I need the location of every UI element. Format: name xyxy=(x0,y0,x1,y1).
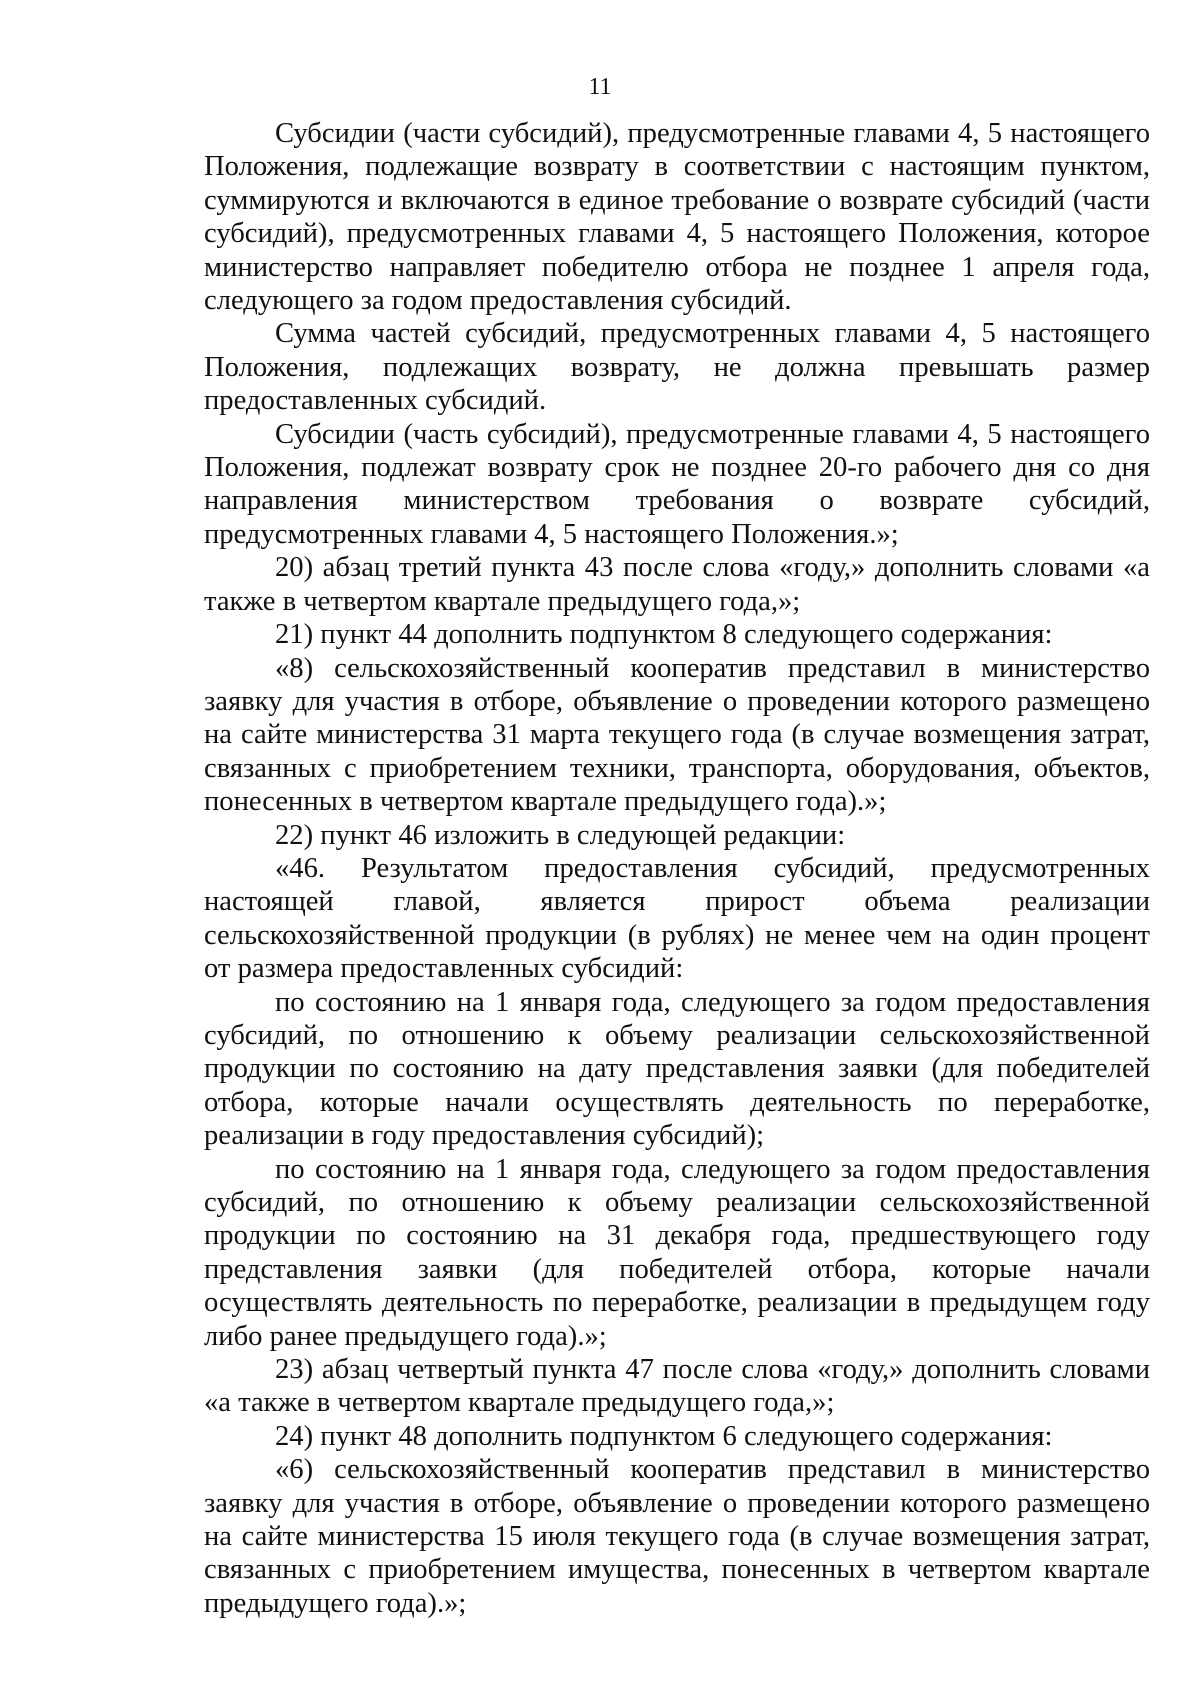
paragraph-item-24: 24) пункт 48 дополнить подпунктом 6 следующего содержания: xyxy=(275,1420,1053,1452)
paragraph-item-21: 21) пункт 44 дополнить подпунктом 8 следующего содержания: xyxy=(275,619,1053,651)
paragraph-item-20: 20) абзац третий пункта 43 после слова «году,» дополнить словами «а также в четвертом квартале предыдущего года,»; xyxy=(204,552,1150,617)
paragraph-status-previous-year: по состоянию на 1 января года, следующего за годом предоставления субсидий, по отношению к объему реализации сельскохозяйственной продукции по состоянию на 31 декабря года, предшествующего году представления заявки (для победителей отбора, которые начали осуществлять деятельность по переработке, реализации в предыдущем году либо ранее предыдущего года).»; xyxy=(204,1153,1150,1352)
paragraph-sum-of-subsidy-parts: Сумма частей субсидий, предусмотренных главами 4, 5 настоящего Положения, подлежащих возврату, не должна превышать размер предоставленных субсидий. xyxy=(204,318,1150,417)
paragraph-point-46: «46. Результатом предоставления субсидий, предусмотренных настоящей главой, является прирост объема реализации сельскохозяйственной продукции (в рублях) не менее чем на один процент от размера предоставленных субсидий: xyxy=(204,852,1150,985)
paragraph-subitem-6: «6) сельскохозяйственный кооператив представил в министерство заявку для участия в отборе, объявление о проведении которого размещено на сайте министерства 15 июля текущего года (в случае возмещения затрат, связанных с приобретением имущества, понесенных в четвертом квартале предыдущего года).»; xyxy=(204,1454,1150,1619)
paragraph-item-22: 22) пункт 46 изложить в следующей редакции: xyxy=(275,819,846,851)
paragraph-status-year-of-subsidy: по состоянию на 1 января года, следующего за годом предоставления субсидий, по отношению к объему реализации сельскохозяйственной продукции по состоянию на дату представления заявки (для победителей отбора, которые начали осуществлять деятельность по переработке, реализации в году предоставления субсидий); xyxy=(204,986,1150,1152)
page-number: 11 xyxy=(588,74,612,100)
document-body xyxy=(204,117,1150,1620)
paragraph-subitem-8: «8) сельскохозяйственный кооператив представил в министерство заявку для участия в отборе, объявление о проведении которого размещено на сайте министерства 31 марта текущего года (в случае возмещения затрат, связанных с приобретением техники, транспорта, оборудования, объектов, понесенных в четвертом квартале предыдущего года).»; xyxy=(204,652,1150,818)
paragraph-subsidy-return-requirement: Субсидии (части субсидий), предусмотренные главами 4, 5 настоящего Положения, подлежащие возврату в соответствии с настоящим пунктом, суммируются и включаются в единое требование о возврате субсидий (части субсидий), предусмотренных главами 4, 5 настоящего Положения, которое министерство направляет победителю отбора не позднее 1 апреля года, следующего за годом предоставления субсидий. xyxy=(204,118,1150,317)
paragraph-item-23: 23) абзац четвертый пункта 47 после слова «году,» дополнить словами «а также в четвертом квартале предыдущего года,»; xyxy=(204,1354,1150,1419)
paragraph-return-deadline: Субсидии (часть субсидий), предусмотренные главами 4, 5 настоящего Положения, подлежат возврату срок не позднее 20-го рабочего дня со дня направления министерством требования о возврате субсидий, предусмотренных главами 4, 5 настоящего Положения.»; xyxy=(204,418,1150,550)
